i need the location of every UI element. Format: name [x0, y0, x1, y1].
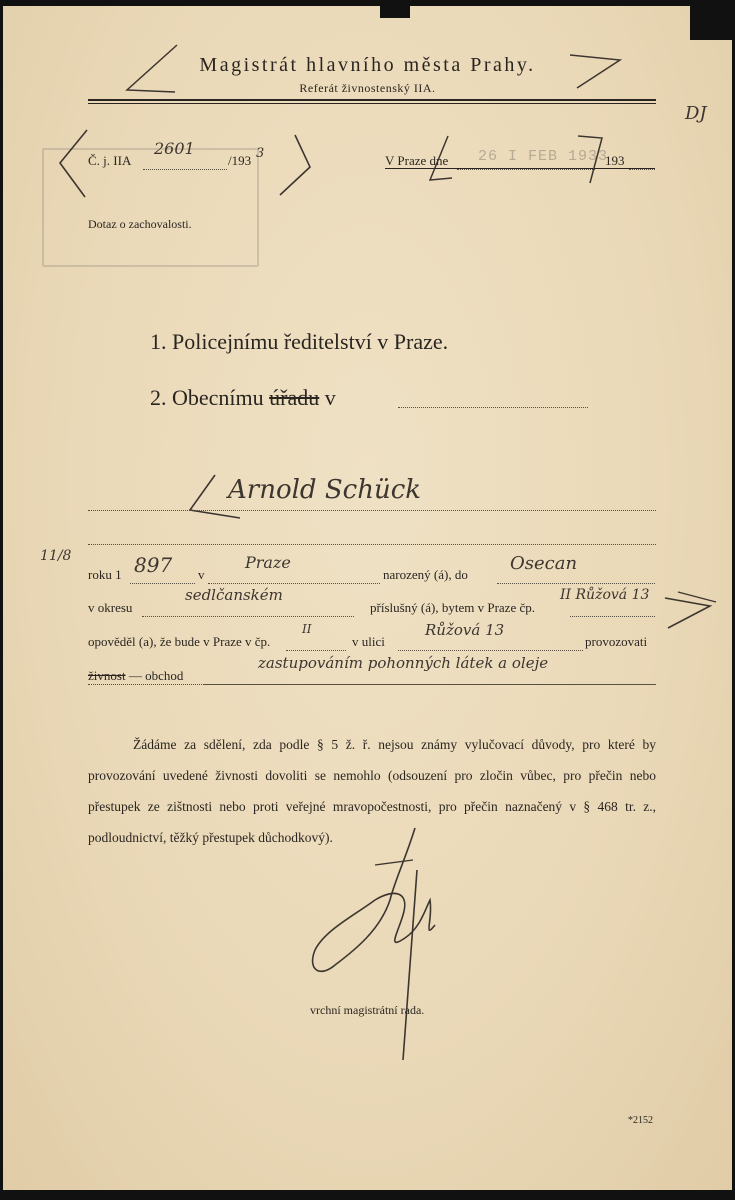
date-year-suffix: 193 [605, 153, 625, 168]
name-line-1 [88, 510, 656, 511]
top-edge [0, 0, 735, 6]
signature [295, 820, 455, 1065]
born-hand: Osecan [510, 553, 578, 574]
district-field [142, 602, 354, 617]
header-rule-thin [88, 103, 656, 104]
ref-year-prefix: /193 [228, 153, 252, 168]
office-title: Magistrát hlavního města Prahy. [199, 54, 536, 76]
birth-date-hand: 11/8 [40, 548, 72, 564]
declared-no-hand: II [302, 622, 312, 636]
top-tear [380, 0, 410, 18]
request-paragraph: Žádáme za sdělení, zda podle § 5 ž. ř. nejsou známy vylučovací důvody, pro které by provozování uvedené živnosti dovoliti se nemohlo (odsouzení pro zločin vůbec, pro přečin nebo přestupek ze zištnosti nebo proti veřejné mravopočestnosti, pro přečin naznačený v § 468 tr. z., podloudnictví, těžký přestupek důchodkový). [88, 737, 656, 845]
trade-field [203, 670, 655, 685]
bottom-edge [0, 1190, 735, 1200]
signature-title: vrchní magistrátní rada. [310, 1003, 425, 1017]
addressee-municipal [150, 385, 336, 411]
municipal-field [398, 393, 588, 408]
birth-place-label: v [198, 567, 205, 582]
ref-label: Č. j. IIA [88, 153, 132, 168]
street-hand: Růžová 13 [425, 621, 505, 639]
header-bracket-marks [115, 40, 625, 100]
birth-year-hand: 897 [134, 553, 173, 577]
left-edge [0, 0, 3, 1200]
addressee-municipal-prefix: 2. Obecnímu [150, 385, 264, 410]
trade-label-line [88, 668, 183, 684]
resident-field [570, 602, 655, 617]
resident-hand: II Růžová 13 [560, 587, 650, 603]
place-date-label: V Praze dne [385, 153, 449, 168]
operate-label: provozovati [585, 634, 648, 649]
date-stamp: 26 I FEB 1933 [478, 148, 609, 165]
resident-label: příslušný (á), bytem v Praze čp. [370, 600, 535, 615]
birth-place-hand: Praze [245, 553, 291, 572]
date-bracket-marks [420, 128, 610, 190]
ref-bracket-marks [55, 125, 325, 205]
trade-line-2 [88, 684, 656, 685]
street-label: v ulici [352, 634, 385, 649]
trade-dash: — [128, 668, 142, 683]
name-line-2 [88, 544, 656, 545]
district-label: v okresu [88, 600, 133, 615]
ref-number-hand: 2601 [154, 139, 195, 158]
ref-year-hand: 3 [256, 146, 265, 161]
addressee-municipal-suffix: v [324, 385, 336, 410]
addressee-municipal-struck: úřadu [269, 385, 320, 410]
district-hand: sedlčanském [185, 586, 283, 604]
trade-label-struck: živnost [88, 668, 126, 683]
form-number: *2152 [628, 1115, 653, 1126]
margin-note: DJ [685, 103, 707, 124]
office-subtitle: Referát živnostenský IIA. [299, 81, 436, 95]
addressee-police: 1. Policejnímu ředitelství v Praze. [150, 329, 449, 354]
corner-tear [690, 0, 735, 40]
trade-label: obchod [145, 668, 184, 683]
name-bracket-mark [185, 470, 255, 525]
subject-line: Dotaz o zachovalosti. [88, 217, 192, 231]
born-label: narozený (á), do [383, 567, 468, 582]
trade-hand: zastupováním pohonných látek a oleje [258, 654, 549, 672]
applicant-name-hand: Arnold Schück [228, 475, 422, 505]
birth-place-field [208, 569, 380, 584]
declared-no-field [286, 636, 346, 651]
resident-arrow-mark [660, 588, 720, 633]
declared-label: opověděl (a), že bude v Praze v čp. [88, 634, 271, 649]
birth-year-label: roku 1 [88, 567, 122, 582]
